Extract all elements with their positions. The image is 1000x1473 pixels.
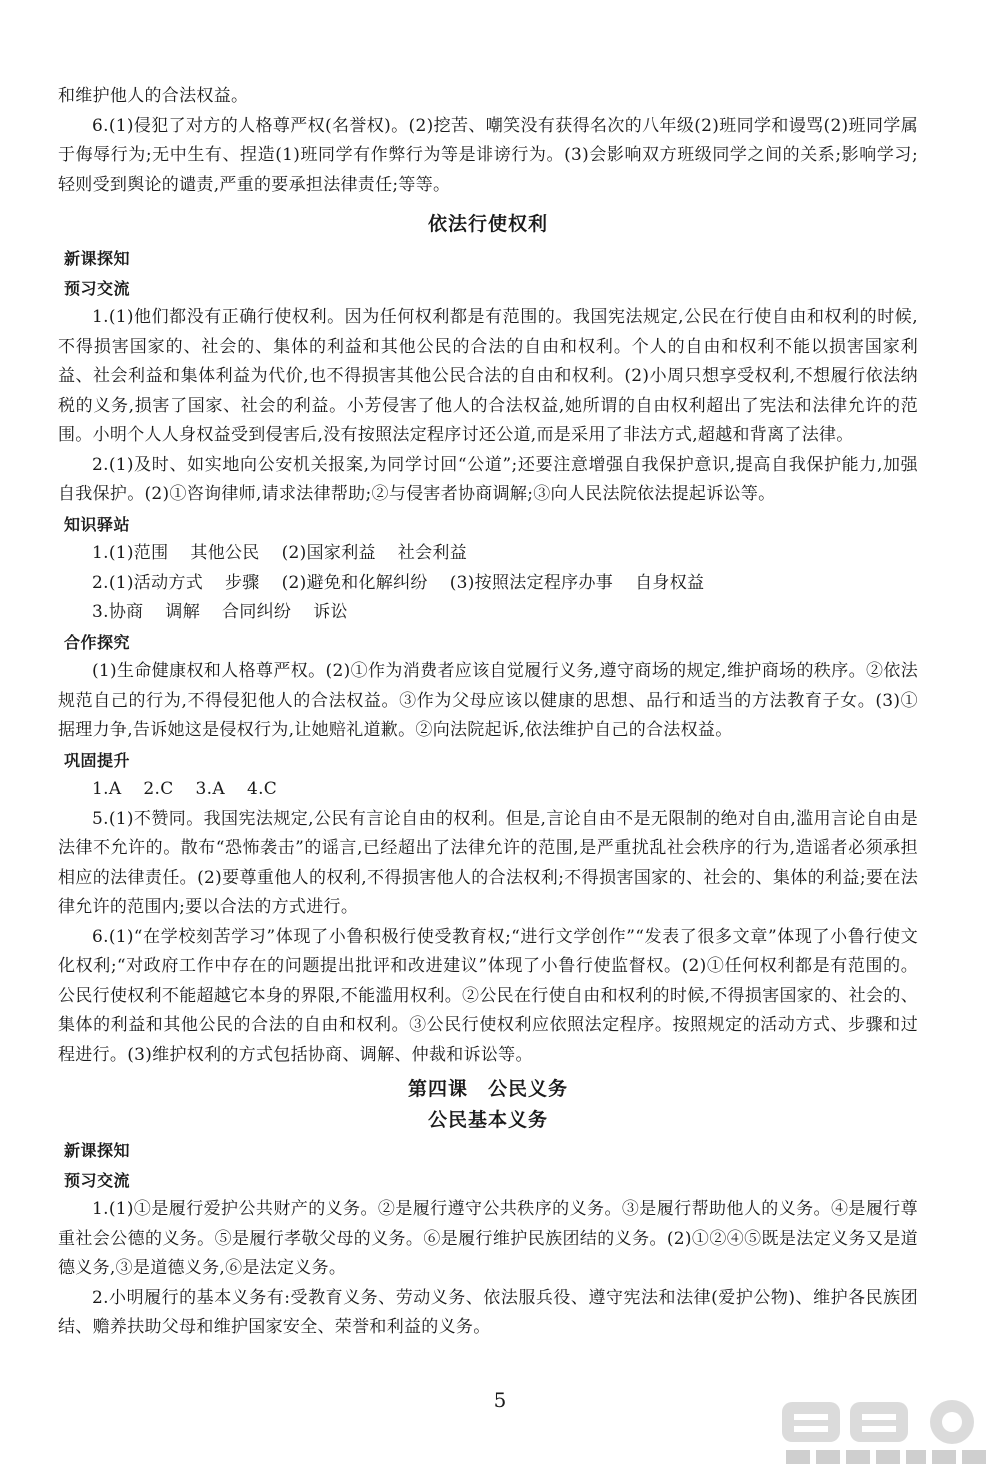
answer-line: 2.(1)活动方式 步骤 (2)避免和化解纠纷 (3)按照法定程序办事 自身权益 [92, 572, 705, 593]
answer-line: 1.A 2.C 3.A 4.C [92, 779, 278, 799]
answer-line: 1.(1)范围 其他公民 (2)国家利益 社会利益 [92, 543, 467, 563]
subheading: 预习交流 [64, 278, 131, 298]
paragraph: (1)生命健康权和人格尊严权。(2)①作为消费者应该自觉履行义务,遵守商场的规定,维护商场的秩序。②依法规范自己的行为,不得侵犯他人的合法权益。③作为父母应该以健康的思想、品行和适当的方法教育子女。(3)①据理力争,告诉她这是侵权行为,让她赔礼道歉。②向法院起诉,依法维护自己的合法权益。 [58, 661, 918, 740]
subheading: 知识驿站 [64, 514, 131, 534]
paragraph: 2.小明履行的基本义务有:受教育义务、劳动义务、依法服兵役、遵守宪法和法律(爱护公物)、维护各民族团结、赡养扶助父母和维护国家安全、荣誉和利益的义务。 [58, 1287, 918, 1337]
paragraph: 6.(1)“在学校刻苦学习”体现了小鲁积极行使受教育权;“进行文学创作”“发表了很多文章”体现了小鲁行使文化权利;“对政府工作中存在的问题提出批评和改进建议”体现了小鲁行使监督权。(2)①任何权利都是有范围的。公民行使权利不能超越它本身的界限,不能滥用权利。②公民在行使自由和权利的时候,不得损害国家的、社会的、集体的利益和其他公民的合法的自由和权利。③公民行使权利应依照法定程序。按照规定的活动方式、步骤和过程进行。(3)维护权利的方式包括协商、调解、仲裁和诉讼等。 [58, 926, 918, 1065]
subheading: 新课探知 [64, 1141, 131, 1160]
section-title: 公民基本义务 [427, 1109, 548, 1131]
paragraph: 6.(1)侵犯了对方的人格尊严权(名誉权)。(2)挖苦、嘲笑没有获得名次的八年级(2)班同学和谩骂(2)班同学属于侮辱行为;无中生有、捏造(1)班同学有作弊行为等是诽谤行为。(3)会影响双方班级同学之间的关系;影响学习;轻则受到舆论的谴责,严重的要承担法律责任;等等。 [58, 115, 918, 195]
paragraph: 和维护他人的合法权益。 [58, 86, 249, 106]
subheading: 预习交流 [64, 1170, 131, 1190]
lesson-title: 第四课 公民义务 [407, 1078, 568, 1100]
paragraph: 1.(1)①是履行爱护公共财产的义务。②是履行遵守公共秩序的义务。③是履行帮助他人的义务。④是履行尊重社会公德的义务。⑤是履行孝敬父母的义务。⑥是履行维护民族团结的义务。(2)①②④⑤既是法定义务又是道德义务,③是道德义务,⑥是法定义务。 [58, 1199, 918, 1278]
page-number: 5 [493, 1388, 507, 1412]
subheading: 巩固提升 [64, 750, 131, 770]
answer-line: 3.协商 调解 合同纠纷 诉讼 [92, 602, 348, 622]
paragraph: 5.(1)不赞同。我国宪法规定,公民有言论自由的权利。但是,言论自由不是无限制的绝对自由,滥用言论自由是法律不允许的。散布“恐怖袭击”的谣言,已经超出了法律允许的范围,是严重扰乱社会秩序的行为,造谣者必须承担相应的法律责任。(2)要尊重他人的权利,不得损害他人的合法权利;不得损害国家的、社会的、集体的利益;要在法律允许的范围内;要以合法的方式进行。 [58, 808, 918, 917]
subheading: 新课探知 [64, 249, 131, 268]
section-title: 依法行使权利 [427, 213, 548, 235]
page-content [58, 82, 918, 1343]
watermark-logo [780, 1400, 990, 1468]
paragraph: 2.(1)及时、如实地向公安机关报案,为同学讨回“公道”;还要注意增强自我保护意识,提高自我保护能力,加强自我保护。(2)①咨询律师,请求法律帮助;②与侵害者协商调解;③向人民法院依法提起诉讼等。 [58, 454, 918, 504]
paragraph: 1.(1)他们都没有正确行使权利。因为任何权利都是有范围的。我国宪法规定,公民在行使自由和权利的时候,不得损害国家的、社会的、集体的利益和其他公民的合法的自由和权利。个人的自由和权利不能以损害国家利益、社会利益和集体利益为代价,也不得损害其他公民合法的自由和权利。(2)小周只想享受权利,不想履行依法纳税的义务,损害了国家、社会的利益。小芳侵害了他人的合法权益,她所谓的自由权利超出了宪法和法律允许的范围。小明个人人身权益受到侵害后,没有按照法定程序讨还公道,而是采用了非法方式,超越和背离了法律。 [58, 307, 918, 445]
subheading: 合作探究 [64, 632, 131, 652]
